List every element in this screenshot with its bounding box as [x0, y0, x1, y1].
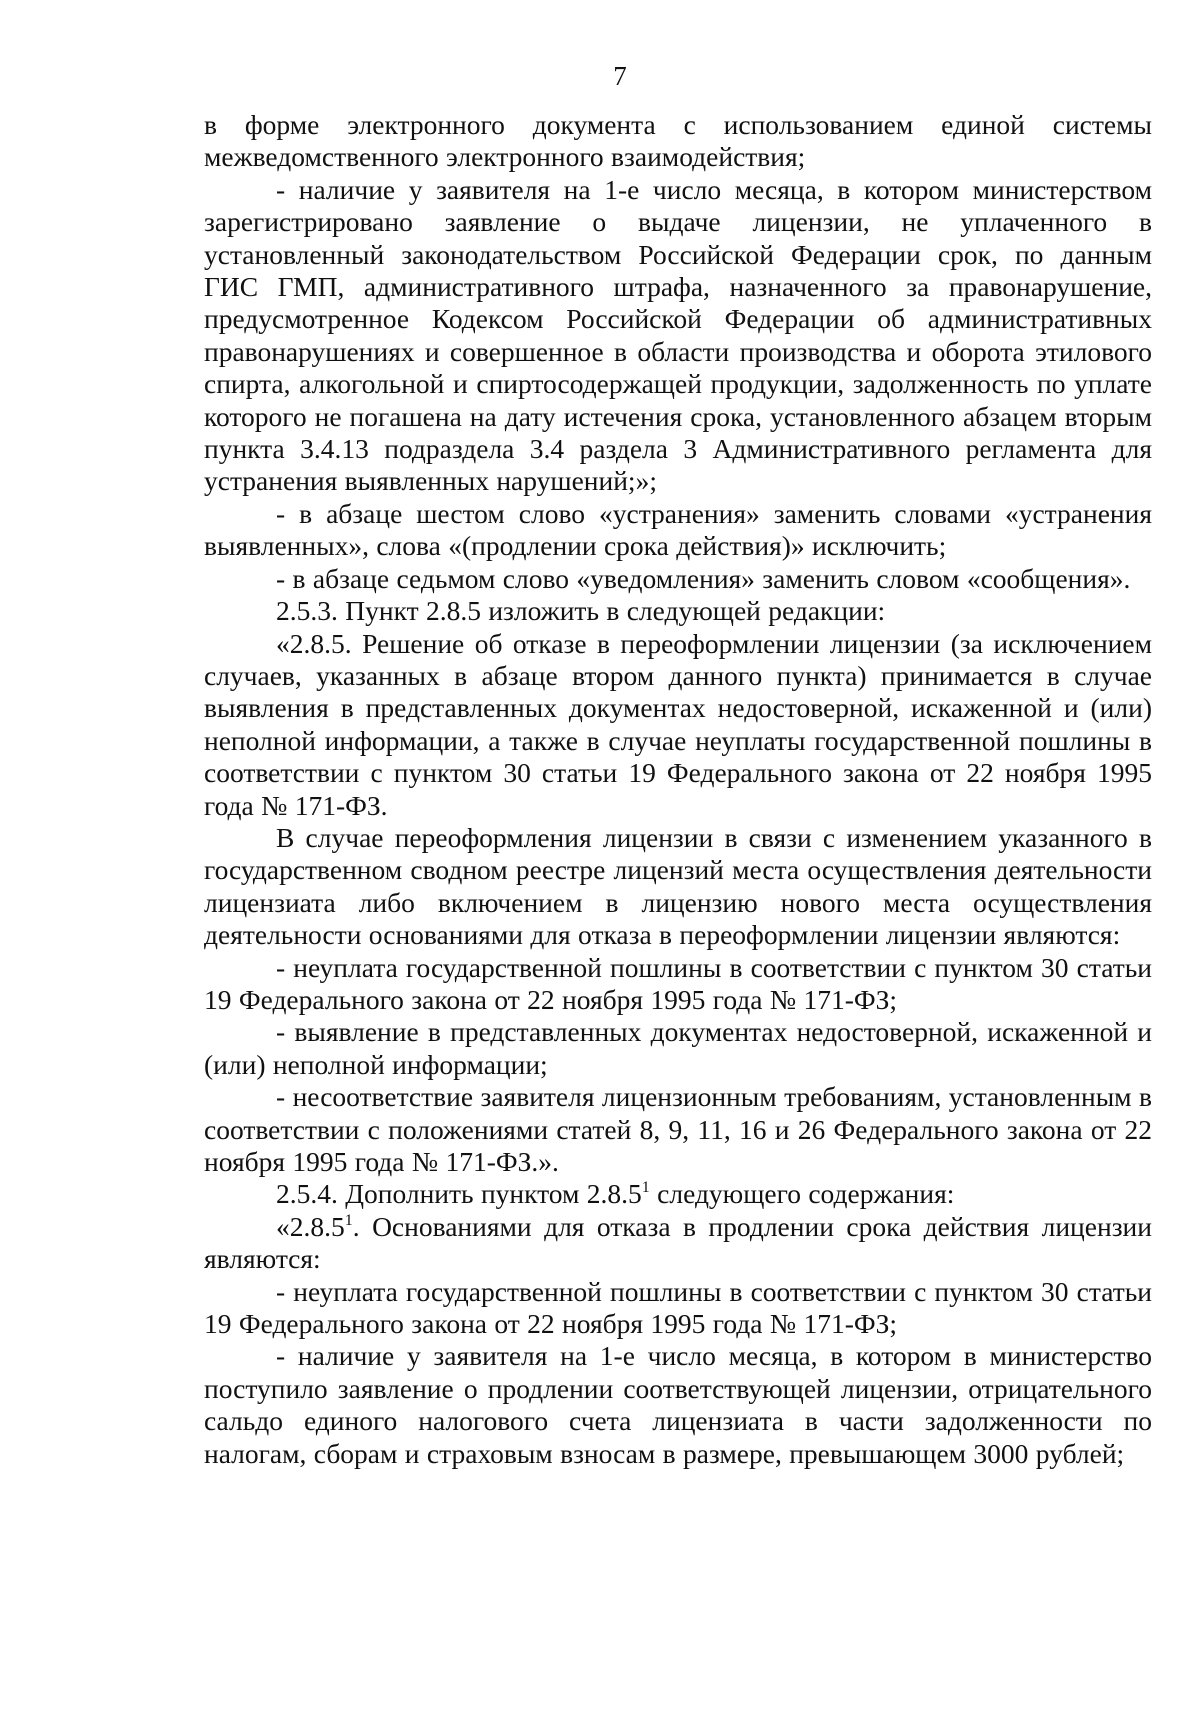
paragraph-text: «2.8.5	[276, 1210, 345, 1242]
paragraph: - в абзаце седьмом слово «уведомления» заменить словом «сообщения».	[276, 562, 1131, 594]
paragraph: - наличие у заявителя на 1-е число месяца, в котором министерством зарегистрировано заявление о выдаче лицензии, не уплаченного в установленный законодательством Российской Федерации срок, по данным ГИС ГМП, административного штрафа, назначенного за правонарушение, предусмотренное Кодексом Российской Федерации об административных правонарушениях и совершенное в области производства и оборота этилового спирта, алкогольной и спиртосодержащей продукции, задолженность по уплате которого не погашена на дату истечения срока, установленного абзацем вторым пункта 3.4.13 подраздела 3.4 раздела 3 Административного регламента для устранения выявленных нарушений;»;	[204, 173, 1152, 497]
paragraph-text: . Основаниями для отказа в продлении срока действия лицензии являются:	[204, 1210, 1152, 1275]
page-number: 7	[613, 61, 627, 91]
paragraph: - наличие у заявителя на 1-е число месяца, в котором в министерство поступило заявление о продлении соответствующей лицензии, отрицательного сальдо единого налогового счета лицензиата в части задолженности по налогам, сборам и страховым взносам в размере, превышающем 3000 рублей;	[204, 1340, 1152, 1469]
paragraph-text: 2.5.4. Дополнить пунктом 2.8.5	[276, 1178, 642, 1210]
superscript: 1	[641, 1179, 650, 1197]
paragraph	[204, 1178, 1152, 1210]
document-body	[204, 109, 1152, 1470]
paragraph: - неуплата государственной пошлины в соответствии с пунктом 30 статьи 19 Федерального закона от 22 ноября 1995 года № 171-ФЗ;	[204, 951, 1152, 1015]
paragraph: «2.8.5. Решение об отказе в переоформлении лицензии (за исключением случаев, указанных в абзаце втором данного пункта) принимается в случае выявления в представленных документах недостоверной, искаженной и (или) неполной информации, а также в случае неуплаты государственной пошлины в соответствии с пунктом 30 статьи 19 Федерального закона от 22 ноября 1995 года № 171-ФЗ.	[204, 627, 1152, 821]
paragraph-text: следующего содержания:	[649, 1178, 955, 1210]
paragraph: - выявление в представленных документах недостоверной, искаженной и (или) неполной информации;	[204, 1016, 1152, 1080]
paragraph: - в абзаце шестом слово «устранения» заменить словами «устранения выявленных», слова «(продлении срока действия)» исключить;	[204, 497, 1152, 562]
paragraph: В случае переоформления лицензии в связи с изменением указанного в государственном сводном реестре лицензий места осуществления деятельности лицензиата либо включением в лицензию нового места осуществления деятельности основаниями для отказа в переоформлении лицензии являются:	[204, 821, 1152, 951]
paragraph: - несоответствие заявителя лицензионным требованиям, установленным в соответствии с положениями статей 8, 9, 11, 16 и 26 Федерального закона от 22 ноября 1995 года № 171-ФЗ.».	[204, 1081, 1152, 1177]
paragraph: 2.5.3. Пункт 2.8.5 изложить в следующей редакции:	[276, 595, 886, 627]
superscript: 1	[344, 1211, 353, 1229]
paragraph: в форме электронного документа с использованием единой системы межведомственного электронного взаимодействия;	[204, 109, 1152, 173]
paragraph	[204, 1211, 1152, 1276]
paragraph: - неуплата государственной пошлины в соответствии с пунктом 30 статьи 19 Федерального закона от 22 ноября 1995 года № 171-ФЗ;	[204, 1275, 1152, 1340]
